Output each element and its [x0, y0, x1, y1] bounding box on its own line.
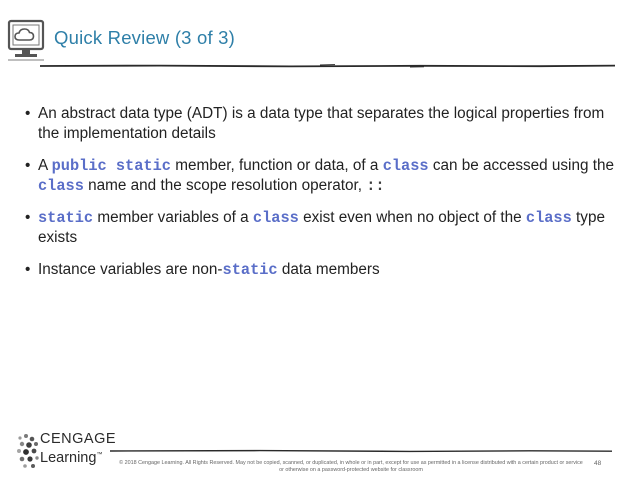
computer-monitor-cloud-icon [6, 18, 46, 64]
bullet-text: can be accessed using the [428, 157, 614, 174]
bullet-dot: • [25, 157, 31, 174]
bullet-text: A [38, 157, 52, 174]
bullet-text: exist even when no object of the [298, 209, 526, 226]
bullet-text: name and the scope resolution operator, [83, 177, 367, 194]
bullet-item [25, 156, 625, 196]
code-keyword: class [38, 177, 84, 195]
bullet-text: An abstract data type (ADT) is a data type that separates the logical properties from the implementation details [38, 105, 605, 142]
page-title: Quick Review (3 of 3) [54, 27, 236, 48]
bullet-text: member variables of a [93, 209, 253, 226]
code-keyword: public static [51, 157, 171, 175]
logo-subtext: Learning™ [40, 450, 103, 466]
page-number: 48 [594, 460, 602, 467]
copyright-line-2: or otherwise on a password-protected website for classroom [279, 467, 423, 473]
bullet-dot: • [25, 261, 31, 278]
bullet-list [25, 104, 625, 292]
title-divider [40, 61, 615, 71]
bullet-item [25, 104, 625, 144]
code-keyword: :: [366, 177, 385, 195]
copyright-notice [112, 460, 590, 474]
bullet-dot: • [25, 105, 31, 122]
bullet-text: member, function or data, of a [170, 157, 383, 174]
bullet-text: data members [277, 261, 380, 278]
bullet-text: type exists [38, 209, 605, 246]
bullet-dot: • [25, 209, 31, 226]
code-keyword: class [525, 209, 572, 227]
code-keyword: class [252, 209, 299, 227]
logo-wordmark: CENGAGE [40, 431, 117, 447]
bullet-text: Instance variables are non- [38, 261, 223, 278]
code-keyword: static [38, 209, 94, 227]
bullet-item [25, 208, 625, 248]
code-keyword: static [222, 261, 278, 279]
code-keyword: class [382, 157, 429, 175]
bullet-item [25, 260, 625, 280]
footer-divider [110, 447, 612, 455]
copyright-line-1: © 2018 Cengage Learning. All Rights Reserved. May not be copied, scanned, or duplicated, in whole or in part, except for use as permitted in a license distributed with a certain product or service [119, 460, 583, 466]
